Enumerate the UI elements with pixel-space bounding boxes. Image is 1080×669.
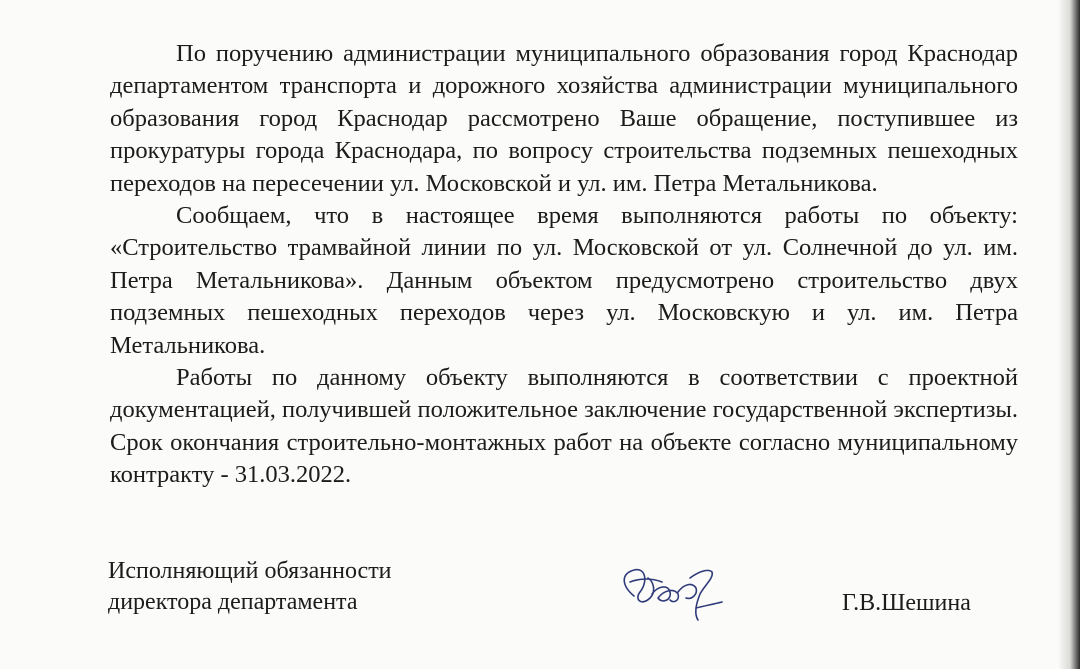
paragraph-2: Сообщаем, что в настоящее время выполняются работы по объекту: «Строительство трамвайной линии по ул. Московской от ул. Солнечной до ул. им. Петра Метальникова». Данным объектом предусмотрено строительство двух подземных пешеходных переходов через ул. Московскую и ул. им. Петра Метальникова. [110,202,1018,359]
handwritten-signature [612,556,730,628]
position-line-1: Исполняющий обязанности [108,558,392,584]
paragraph-3: Работы по данному объекту выполняются в соответствии с проектной документацией, получившей положительное заключение государственной экспертизы. Срок окончания строительно-монтажных работ на объекте согласно муниципальному контракту - 31.03.2022. [110,364,1018,489]
position-line-2: директора департамента [108,589,358,615]
page-edge-shadow [1058,0,1080,669]
signatory-position [108,556,392,618]
letter-body [110,38,1018,492]
paragraph-1: По поручению администрации муниципального образования город Краснодар департаментом транспорта и дорожного хозяйства администрации муниципального образования город Краснодар рассмотрено Ваше обращение, поступившее из прокуратуры города Краснодара, по вопросу строительства подземных пешеходных переходов на пересечении ул. Московской и ул. им. Петра Метальникова. [110,40,1018,197]
signer-name: Г.В.Шешина [842,590,971,616]
